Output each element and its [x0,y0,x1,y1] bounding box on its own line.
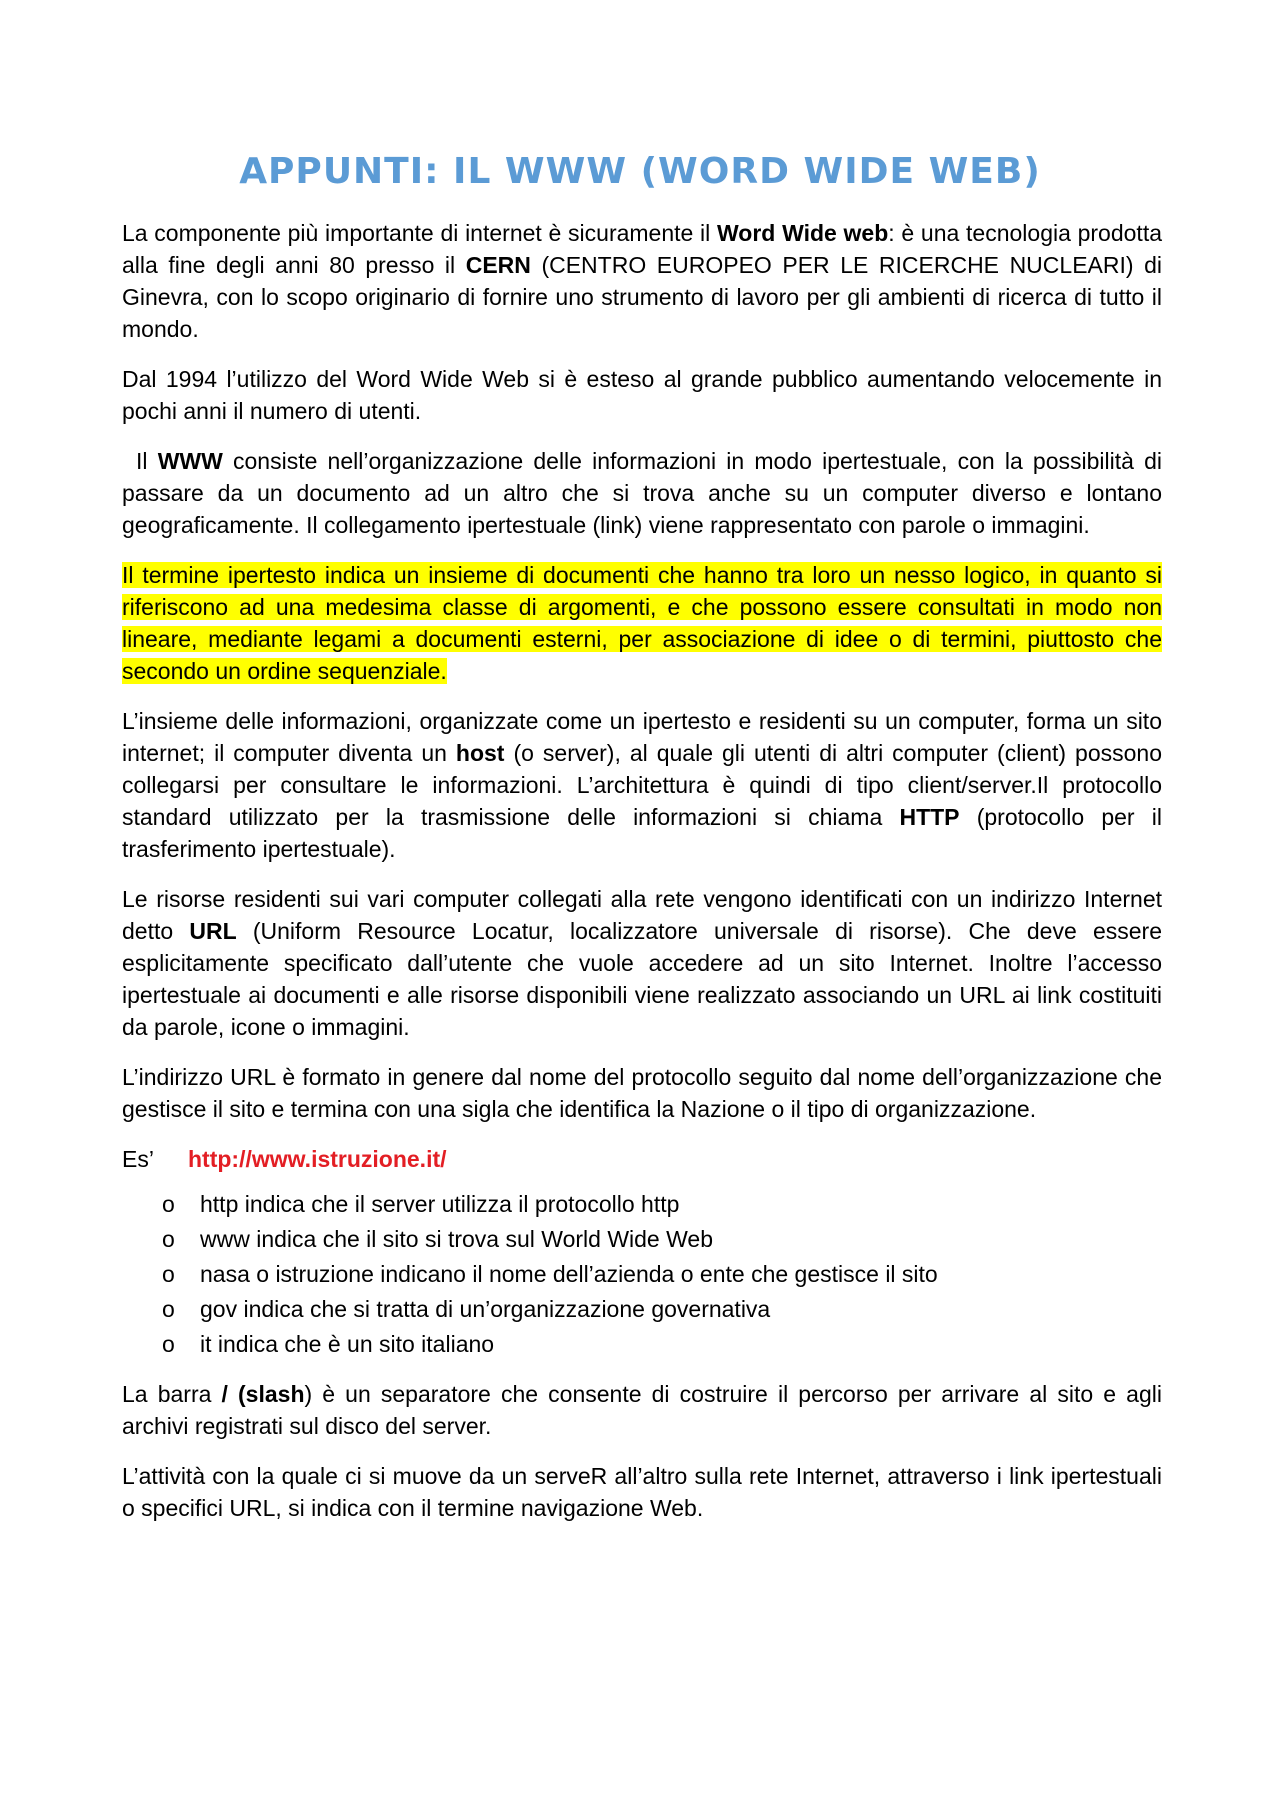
url-example [122,1143,1162,1175]
text: : è una tecnologia prodotta alla fine degli anni 80 presso il [122,220,1163,278]
bullet: o [162,1296,175,1322]
text: ) è un separatore che consente di costruire il percorso per arrivare al sito e agli archivi registrati sul disco del server. [122,1381,1162,1439]
text: L’insieme delle informazioni, organizzate come un ipertesto e residenti su un computer, forma un sito internet; il computer diventa un [122,708,1162,766]
list-item [162,1327,1162,1362]
bullet: o [162,1191,175,1217]
example-url-link[interactable]: http://www.istruzione.it/ [188,1146,447,1172]
bullet: o [162,1226,175,1252]
document-body [122,217,1162,1542]
list-item-text: http indica che il server utilizza il protocollo http [200,1191,680,1217]
paragraph-url [122,883,1162,1043]
list-item-text: www indica che il sito si trova sul World Wide Web [200,1226,713,1252]
list-item-text: nasa o istruzione indicano il nome dell’azienda o ente che gestisce il sito [200,1261,938,1287]
list-item-text: it indica che è un sito italiano [200,1331,495,1357]
bullet: o [162,1261,175,1287]
url-parts-list [122,1187,1162,1362]
paragraph-1994 [122,363,1162,427]
example-label: Es’ [122,1146,154,1172]
paragraph-slash [122,1378,1162,1442]
paragraph-www-intro [122,217,1162,345]
bold-term: WWW [157,448,223,474]
list-item [162,1292,1162,1327]
text: La barra [122,1381,222,1407]
list-item [162,1187,1162,1222]
list-item [162,1257,1162,1292]
text: (o server), al quale gli utenti di altri computer (client) possono collegarsi per consultare le informazioni. L’architettura è quindi di tipo client/server.Il protocollo standard utilizzato per la trasmissione delle informazioni si chiama [122,740,1163,830]
paragraph-www-hypertext [122,445,1162,541]
list-item-text: gov indica che si tratta di un’organizzazione governativa [200,1296,771,1322]
paragraph-navigation [122,1460,1162,1524]
bold-term: HTTP [899,804,960,830]
text: (CENTRO EUROPEO PER LE RICERCHE NUCLEARI) di Ginevra, con lo scopo originario di fornire uno strumento di lavoro per gli ambienti di ricerca di tutto il mondo. [122,252,1162,342]
text: L’attività con la quale ci si muove da un serveR all’altro sulla rete Internet, attraverso i link ipertestuali o specifici URL, si indica con il termine navigazione Web. [122,1463,1162,1521]
bold-term: Word Wide web [717,220,889,246]
text: consiste nell’organizzazione delle informazioni in modo ipertestuale, con la possibilità di passare da un documento ad un altro che si trova anche su un computer diverso e lontano geograficamente. Il collegamento ipertestuale (link) viene rappresentato con parole o immagini. [122,448,1163,538]
bold-term: / (slash [221,1381,305,1407]
paragraph-host-http [122,705,1162,865]
bullet: o [162,1331,175,1357]
text: Dal 1994 l’utilizzo del Word Wide Web si è esteso al grande pubblico aumentando velocemente in pochi anni il numero di utenti. [122,366,1162,424]
page-title: APPUNTI: IL WWW (WORD WIDE WEB) [239,151,1041,192]
paragraph-hypertext-definition [122,559,1162,687]
text: La componente più importante di internet è sicuramente il [122,220,717,246]
text: (protocollo per il trasferimento ipertestuale). [122,804,1162,862]
text: Le risorse residenti sui vari computer collegati alla rete vengono identificati con un indirizzo Internet detto [122,886,1162,944]
text: (Uniform Resource Locatur, localizzatore universale di risorse). Che deve essere esplicitamente specificato dall’utente che vuole accedere ad un sito Internet. Inoltre l’accesso ipertestuale ai documenti e alle risorse disponibili viene realizzato associando un URL ai link costituiti da parole, icone o immagini. [122,918,1162,1040]
text: Il [136,448,158,474]
text: L’indirizzo URL è formato in genere dal nome del protocollo seguito dal nome dell’organizzazione che gestisce il sito e termina con una sigla che identifica la Nazione o il tipo di organizzazione. [122,1064,1162,1122]
bold-term: CERN [465,252,531,278]
highlighted-text: Il termine ipertesto indica un insieme di documenti che hanno tra loro un nesso logico, in quanto si riferiscono ad una medesima classe di argomenti, e che possono essere consultati in modo non lineare, mediante legami a documenti esterni, per associazione di idee o di termini, piuttosto che secondo un ordine sequenziale. [122,562,1162,684]
list-item [162,1222,1162,1257]
bold-term: host [455,740,505,766]
paragraph-url-format [122,1061,1162,1125]
bold-term: URL [189,918,237,944]
